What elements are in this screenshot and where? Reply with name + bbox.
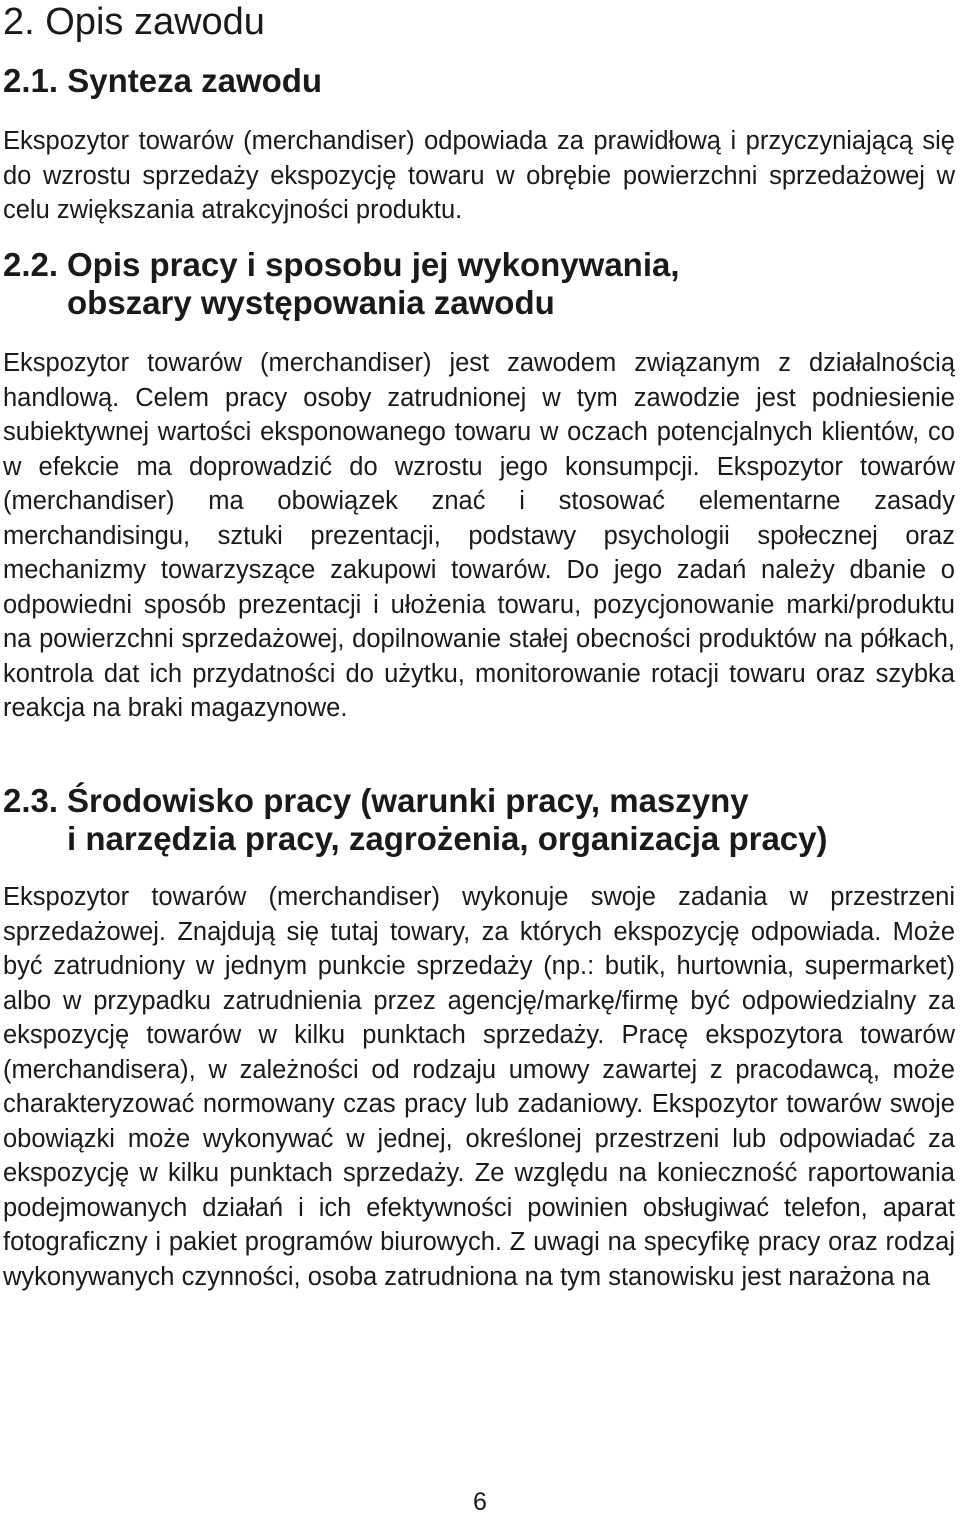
subsection-heading-2-3: [3, 782, 828, 858]
subsection-heading-2-2: [3, 246, 680, 322]
page-number: 6: [473, 1488, 487, 1516]
heading-line-1: Środowisko pracy (warunki pracy, maszyny: [67, 782, 749, 819]
subsection-heading-2-1: 2.1. Synteza zawodu: [3, 62, 323, 99]
heading-number: 2.3.: [3, 782, 59, 819]
paragraph-opis-pracy: Ekspozytor towarów (merchandiser) jest zawodem związanym z działalnością handlową. Celem pracy osoby zatrudnionej w tym zawodzie jest podniesienie subiektywnej wartości eksponowanego towaru w oczach potencjalnych klientów, co w efekcie ma doprowadzić do wzrostu jego konsumpcji. Ekspozytor towarów (merchandiser) ma obowiązek znać i stosować elementarne zasady merchandisingu, sztuki prezentacji, podstawy psychologii społecznej oraz mechanizmy towarzyszące zakupowi towarów. Do jego zadań należy dbanie o odpowiedni sposób prezentacji i ułożenia towaru, pozycjonowanie marki/produktu na powierzchni sprzedażowej, dopilnowanie stałej obecności produktów na półkach, kontrola dat ich przydatności do użytku, monitorowanie rotacji towaru oraz szybka reakcja na braki magazynowe.: [3, 349, 955, 722]
section-title: 2. Opis zawodu: [3, 1, 265, 43]
heading-line-1: Opis pracy i sposobu jej wykonywania,: [67, 246, 680, 283]
paragraph-srodowisko-pracy: Ekspozytor towarów (merchandiser) wykonuje swoje zadania w przestrzeni sprzedażowej. Znajdują się tutaj towary, za których ekspozycję odpowiada. Może być zatrudniony w jednym punkcie sprzedaży (np.: butik, hurtownia, supermarket) albo w przypadku zatrudnienia przez agencję/markę/firmę być odpowiedzialny za ekspozycję towarów w kilku punktach sprzedaży. Pracę ekspozytora towarów (merchandisera), w zależności od rodzaju umowy zawartej z pracodawcą, może charakteryzować normowany czas pracy lub zadaniowy. Ekspozytor towarów swoje obowiązki może wykonywać w jednej, określonej przestrzeni lub odpowiadać za ekspozycję w kilku punktach sprzedaży. Ze względu na konieczność raportowania podejmowanych działań i ich efektywności powinien obsługiwać telefon, aparat fotograficzny i pakiet programów biurowych. Z uwagi na specyfikę pracy oraz rodzaj wykonywanych czynności, osoba zatrudniona na tym stanowisku jest narażona na: [3, 883, 955, 1291]
heading-number: 2.2.: [3, 246, 59, 283]
heading-line-2: obszary występowania zawodu: [67, 284, 555, 321]
heading-line-2: i narzędzia pracy, zagrożenia, organizacja pracy): [67, 820, 828, 857]
paragraph-synteza: Ekspozytor towarów (merchandiser) odpowiada za prawidłową i przyczyniającą się do wzrostu sprzedaży ekspozycję towaru w obrębie powierzchni sprzedażowej w celu zwiększania atrakcyjności produktu.: [3, 127, 955, 224]
